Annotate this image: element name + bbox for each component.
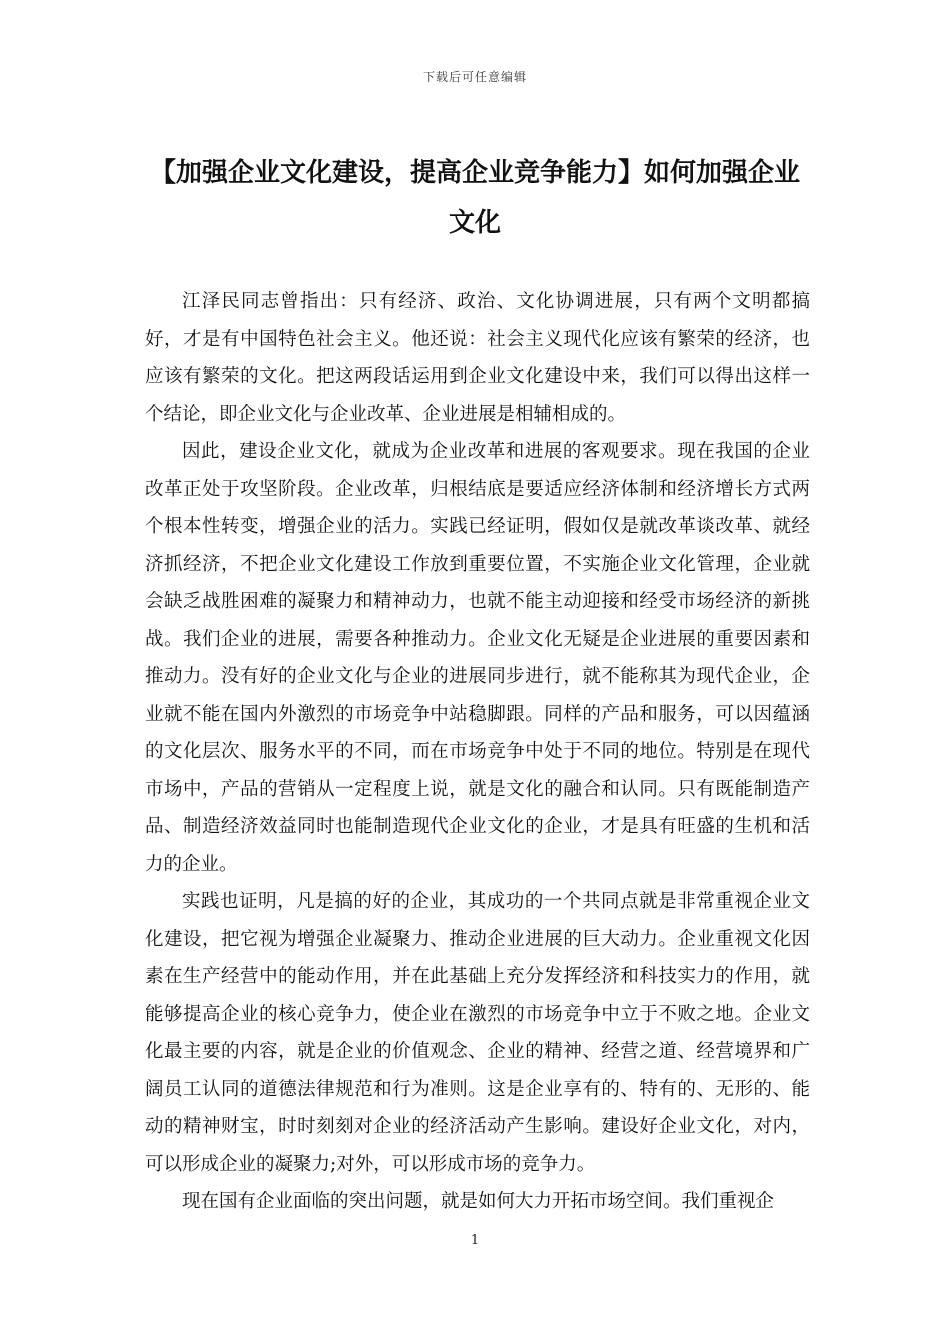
page-header-note: 下载后可任意编辑 xyxy=(422,70,527,84)
paragraph-2: 因此，建设企业文化，就成为企业改革和进展的客观要求。现在我国的企业改革正处于攻坚阶段。企业改革，归根结底是要适应经济体制和经济增长方式两个根本性转变，增强企业的活力。实践已经证明，假如仅是就改革谈改革、就经济抓经济，不把企业文化建设工作放到重要位置，不实施企业文化管理，企业就会缺乏战胜困难的凝聚力和精神动力，也就不能主动迎接和经受市场经济的新挑战。我们企业的进展，需要各种推动力。企业文化无疑是企业进展的重要因素和推动力。没有好的企业文化与企业的进展同步进行，就不能称其为现代企业，企业就不能在国内外激烈的市场竞争中站稳脚跟。同样的产品和服务，可以因蕴涵的文化层次、服务水平的不同，而在市场竞争中处于不同的地位。特别是在现代市场中，产品的营销从一定程度上说，就是文化的融合和认同。只有既能制造产品、制造经济效益同时也能制造现代企业文化的企业，才是具有旺盛的生机和活力的企业。 xyxy=(145,441,810,875)
paragraph-1: 江泽民同志曾指出：只有经济、政治、文化协调进展，只有两个文明都搞好，才是有中国特色社会主义。他还说：社会主义现代化应该有繁荣的经济，也应该有繁荣的文化。把这两段话运用到企业文化建设中来，我们可以得出这样一个结论，即企业文化与企业改革、企业进展是相辅相成的。 xyxy=(145,291,810,425)
document-body xyxy=(145,283,810,1221)
paragraph-4: 现在国有企业面临的突出问题，就是如何大力开拓市场空间。我们重视企 xyxy=(182,1191,775,1212)
document-title-line-1: 【加强企业文化建设，提高企业竞争能力】如何加强企业 xyxy=(149,158,800,188)
document-title xyxy=(140,148,810,248)
page-number: 1 xyxy=(470,1233,480,1248)
document-title-line-2: 文化 xyxy=(448,208,501,238)
paragraph-3: 实践也证明，凡是搞的好的企业，其成功的一个共同点就是非常重视企业文化建设，把它视为增强企业凝聚力、推动企业进展的巨大动力。企业重视文化因素在生产经营中的能动作用，并在此基础上充分发挥经济和科技实力的作用，就能够提高企业的核心竞争力，使企业在激烈的市场竞争中立于不败之地。企业文化最主要的内容，就是企业的价值观念、企业的精神、经营之道、经营境界和广阔员工认同的道德法律规范和行为准则。这是企业享有的、特有的、无形的、能动的精神财宝，时时刻刻对企业的经济活动产生影响。建设好企业文化，对内，可以形成企业的凝聚力;对外，可以形成市场的竞争力。 xyxy=(145,891,810,1175)
